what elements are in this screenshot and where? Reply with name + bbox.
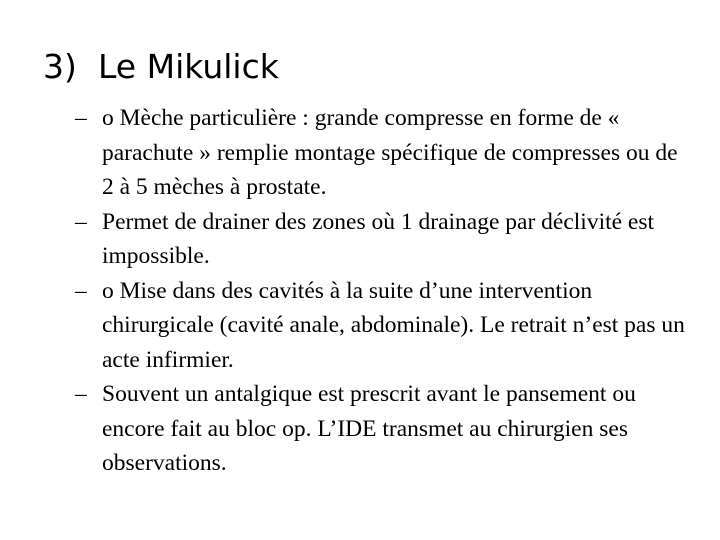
- title-text: Le Mikulick: [98, 47, 279, 86]
- bullet-item: [75, 101, 695, 205]
- bullet-text: o Mise dans des cavités à la suite d’une intervention chirurgicale (cavité anale, abdominale). Le retrait n’est pas un acte infirmier.: [102, 277, 685, 373]
- bullet-text: o Mèche particulière : grande compresse en forme de « parachute » remplie montage spécifique de compresses ou de 2 à 5 mèches à prostate.: [102, 105, 678, 200]
- bullet-text: Permet de drainer des zones où 1 drainage par déclivité est impossible.: [102, 208, 655, 269]
- title-number: 3): [43, 47, 77, 86]
- bullet-dash: –: [75, 277, 87, 304]
- bullet-item: [75, 205, 695, 274]
- bullet-item: [75, 377, 695, 481]
- slide-title: [43, 45, 279, 89]
- bullet-text: Souvent un antalgique est prescrit avant le pansement ou encore fait au bloc op. L’IDE transmet au chirurgien ses observations.: [102, 381, 636, 476]
- bullet-dash: –: [75, 208, 87, 235]
- bullet-item: [75, 274, 695, 378]
- bullet-list: [75, 101, 695, 481]
- bullet-dash: –: [75, 381, 87, 407]
- bullet-dash: –: [75, 105, 87, 131]
